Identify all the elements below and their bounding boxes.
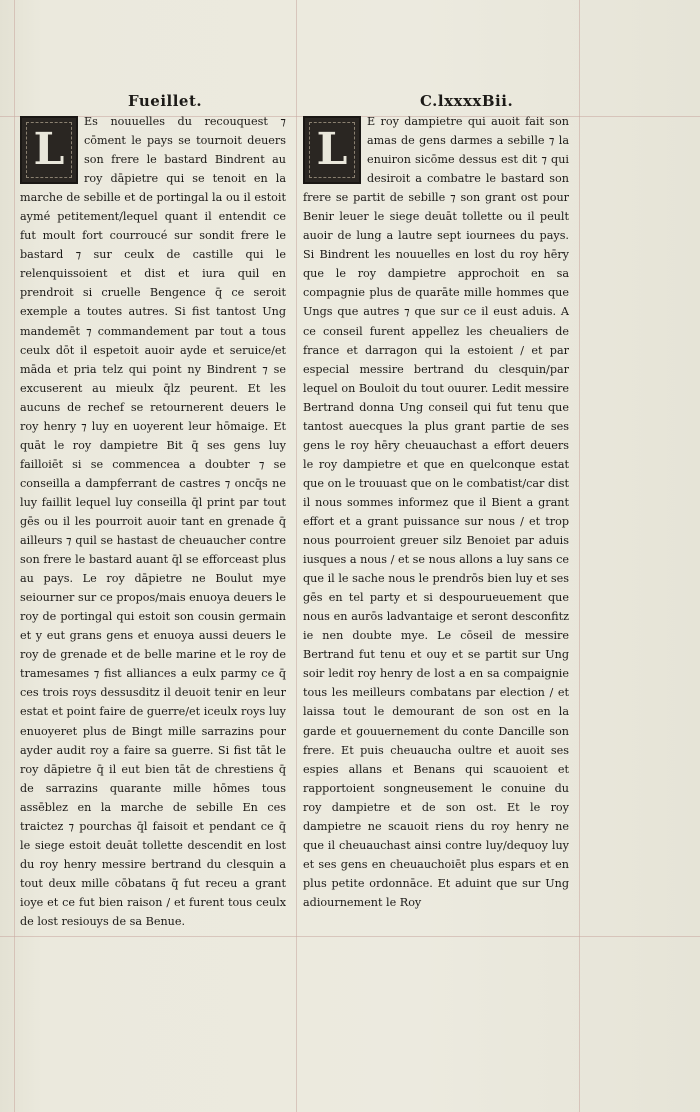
right-column-text: E roy dampietre qui auoit fait son amas de gens darmes a sebille ⁊ la enuiron sicōme dessus est dit ⁊ qui desiroit a combatre le bastard son frere se partit de sebille ⁊ son grant ost pour Benir leuer le siege deuāt tollette ou il peult auoir de lung a lautre sept iournees du pays. Si Bindrent les nouuelles en lost du roy hēry que le roy dampietre approchoit en sa compagnie plus de quarāte mille hommes que Ungs que autres ⁊ que sur ce il eust aduis. A ce conseil furent appellez les cheualiers de france et darragon qui la estoient / et par especial messire bertrand du clesquin/par lequel on Bouloit du tout ouurer. Ledit messire Bertrand donna Ung conseil qui fut tenu que tantost auecques la plus grant partie de ses gens le roy hēry cheuauchast a effort deuers le roy dampietre et que en quelconque estat que on le trouuast que on le combatist/car dist il nous sommes informez que il Bient a grant effort et a grant puissance sur nous / et trop nous pourroient greuer silz Benoiet par aduis iusques a nous / et se nous allons a luy sans ce que il le sache nous le prendrōs bien luy et ses gēs en tel party et si despourueuement que nous en aurōs ladvantaige et seront desconfitz ie nen doubte mye. Le cōseil de messire Bertrand fut tenu et ouy et se partit sur Ung soir ledit roy henry de lost a en sa compaignie tous les meilleurs combatans par election / et laissa tout le demourant de son ost en la garde et gouuernement du conte Dancille son frere. Et puis cheuaucha oultre et auoit ses espies allans et Benans qui scauoient et rapportoient songneusement le conuine du roy dampietre et de son ost. Et le roy dampietre ne scauoit riens du roy henry ne que il cheuauchast ainsi contre luy/dequoy luy et ses gens en cheuauchoiēt plus espars et en plus petite ordonnāce. Et aduint que sur Ung adiournement le Roy xyxy=(303,115,569,909)
grid-line-horizontal xyxy=(0,936,700,937)
grid-line-vertical xyxy=(14,0,15,1112)
decorated-initial-left: L xyxy=(20,116,78,184)
right-text-column xyxy=(303,112,569,912)
grid-line-vertical xyxy=(296,0,297,1112)
grid-line-vertical xyxy=(579,0,580,1112)
right-column-header: C.lxxxxBii. xyxy=(420,92,514,110)
decorated-initial-right: L xyxy=(303,116,361,184)
left-column-header: Fueillet. xyxy=(128,92,203,110)
left-text-column xyxy=(20,112,286,931)
left-column-text: Es nouuelles du recouquest ⁊ cōment le pays se tournoit deuers son frere le bastard Bindrent au roy dāpietre qui se tenoit en la marche de sebille et de portingal la ou il estoit aymé petitement/lequel quant il entendit ce fut moult fort courroucé sur sondit frere le bastard ⁊ sur ceulx de castille qui le relenquissoient et dist et iura quil en prendroit si cruelle Bengence q̄ ce seroit exemple a toutes autres. Si fist tantost Ung mandemēt ⁊ commandement par tout a tous ceulx dōt il espetoit auoir ayde et seruice/et māda et pria telz qui point ny Bindrent ⁊ se excuserent au mieulx q̄lz peurent. Et les aucuns de rechef se retournerent deuers le roy henry ⁊ luy en uoyerent leur hōmaige. Et quāt le roy dampietre Bit q̄ ses gens luy failloiēt si se commencea a doubter ⁊ se conseilla a dampferrant de castres ⁊ oncq̄s ne luy faillit lequel luy conseilla q̄l print par tout gēs ou il les pourroit auoir tant en grenade q̄ ailleurs ⁊ quil se hastast de cheuaucher contre son frere le bastard auant q̄l se efforceast plus au pays. Le roy dāpietre ne Boulut mye seiourner sur ce propos/mais enuoya deuers le roy de portingal qui estoit son cousin germain et y eut grans gens et enuoya aussi deuers le roy de grenade et de belle marine et le roy de tramesames ⁊ fist alliances a eulx parmy ce q̄ ces trois roys dessusditz il deuoit tenir en leur estat et point faire de guerre/et iceulx roys luy enuoyeret plus de Bingt mille sarrazins pour ayder audit roy a faire sa guerre. Si fist tāt le roy dāpietre q̄ il eut bien tāt de chrestiens q̄ de sarrazins quarante mille hōmes tous assēblez en la marche de sebille En ces traictez ⁊ pourchas q̄l faisoit et pendant ce q̄ le siege estoit deuāt tollette descendit en lost du roy henry messire bertrand du clesquin a tout deux mille cōbatans q̄ fut receu a grant ioye et ce fut bien raison / et furent tous ceulx de lost resiouys de sa Benue. xyxy=(20,115,286,928)
